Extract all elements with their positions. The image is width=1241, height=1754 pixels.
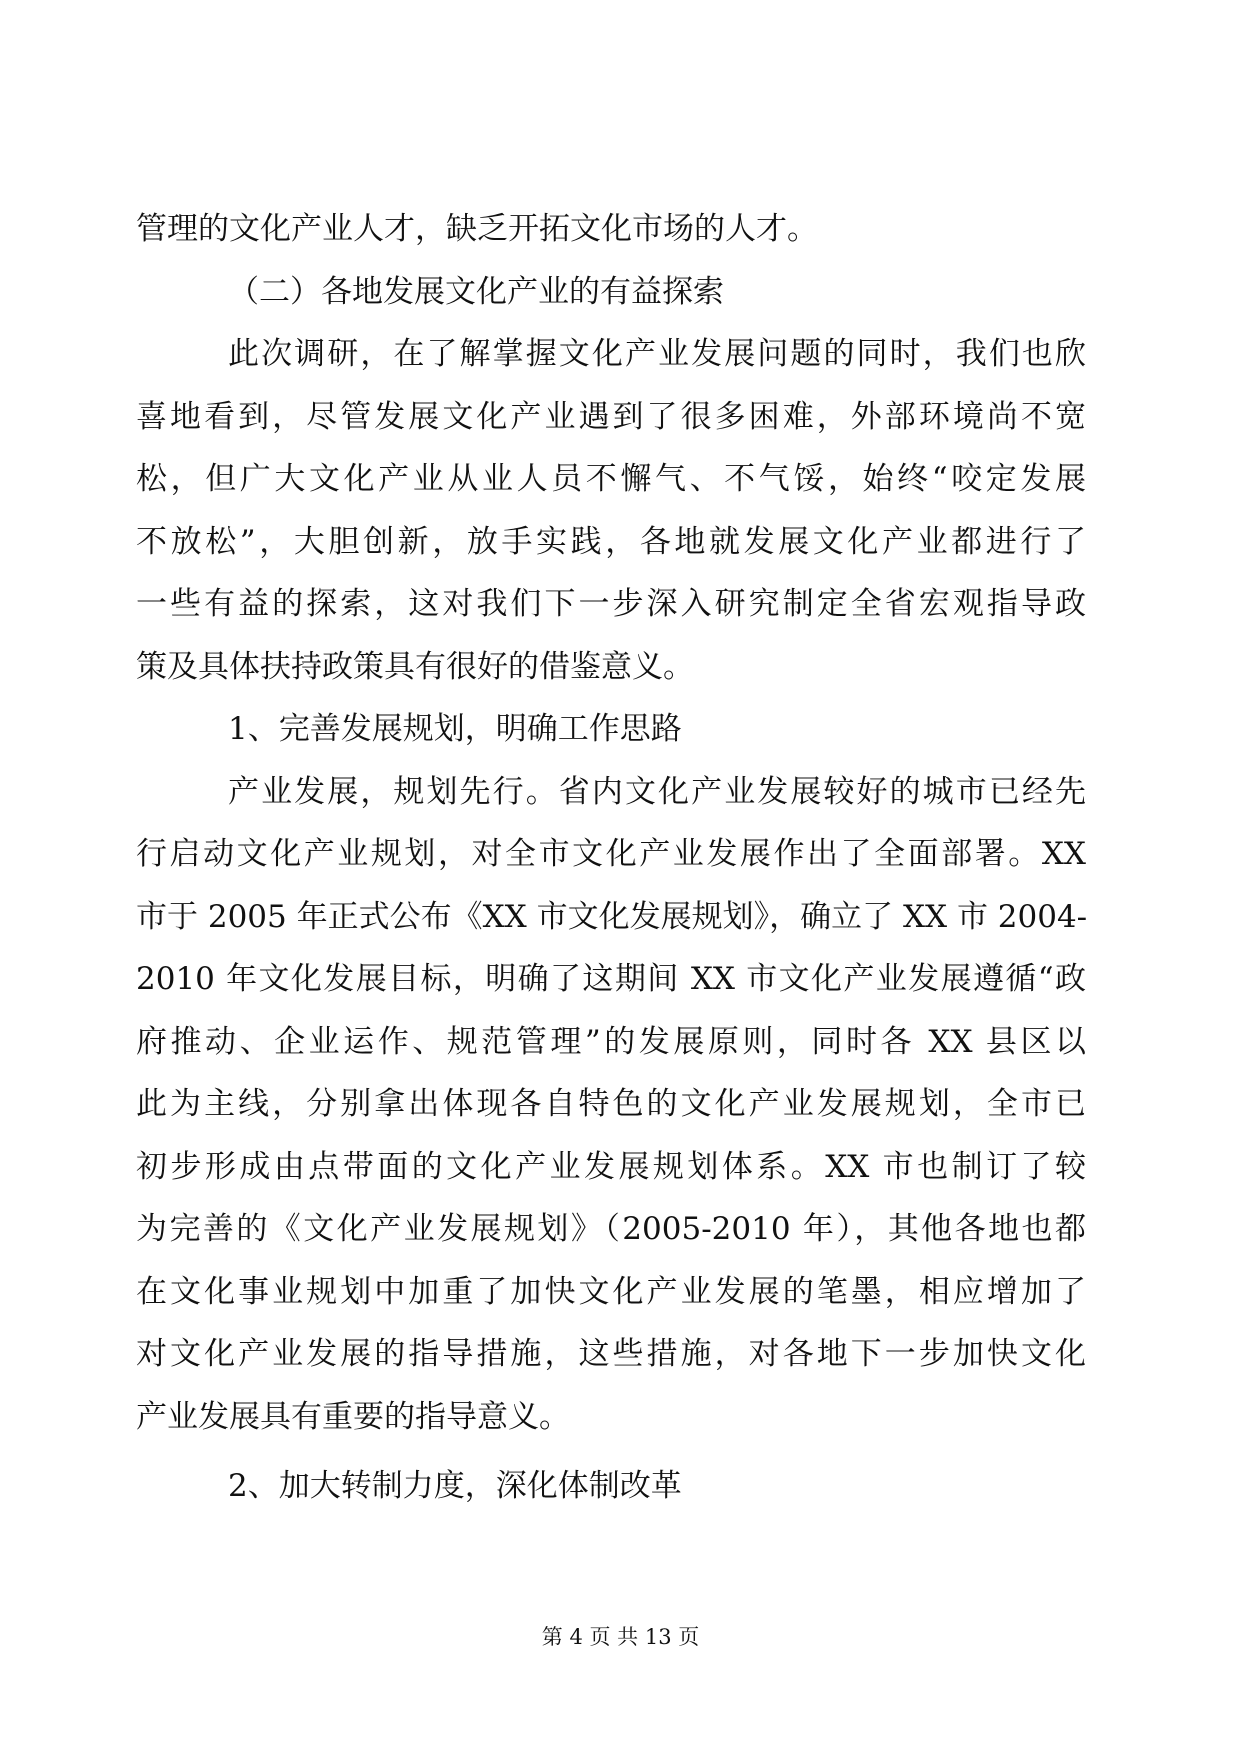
document-body — [136, 198, 1086, 1518]
paragraph-line: 一些有益的探索，这对我们下一步深入研究制定全省宏观指导政 — [136, 586, 1086, 622]
paragraph-line: 此次调研，在了解掌握文化产业发展问题的同时，我们也欣 — [228, 336, 1086, 372]
paragraph-line: 为完善的《文化产业发展规划》（2005-2010 年），其他各地也都 — [136, 1211, 1086, 1247]
paragraph-line: 松，但广大文化产业从业人员不懈气、不气馁，始终“咬定发展 — [136, 461, 1086, 497]
paragraph-line: 产业发展，规划先行。省内文化产业发展较好的城市已经先 — [228, 773, 1086, 810]
page-number-footer: 第 4 页 共 13 页 — [541, 1625, 700, 1649]
paragraph-line: 喜地看到，尽管发展文化产业遇到了很多困难，外部环境尚不宽 — [136, 398, 1086, 435]
subsection-heading: 1、完善发展规划，明确工作思路 — [228, 711, 682, 747]
paragraph-line: 2010 年文化发展目标，明确了这期间 XX 市文化产业发展遵循“政 — [136, 961, 1086, 997]
paragraph-line: 市于 2005 年正式公布《XX 市文化发展规划》，确立了 XX 市 2004- — [136, 898, 1088, 935]
paragraph-line: 府推动、企业运作、规范管理”的发展原则，同时各 XX 县区以 — [136, 1023, 1086, 1060]
paragraph-line: 在文化事业规划中加重了加快文化产业发展的笔墨，相应增加了 — [136, 1273, 1086, 1310]
section-heading: （二）各地发展文化产业的有益探索 — [228, 273, 724, 310]
paragraph-line: 产业发展具有重要的指导意义。 — [136, 1398, 570, 1435]
subsection-heading: 2、加大转制力度，深化体制改革 — [228, 1468, 682, 1504]
paragraph-line: 初步形成由点带面的文化产业发展规划体系。XX 市也制订了较 — [136, 1148, 1086, 1185]
paragraph-line: 管理的文化产业人才，缺乏开拓文化市场的人才。 — [136, 211, 818, 247]
paragraph-line: 对文化产业发展的指导措施，这些措施，对各地下一步加快文化 — [136, 1336, 1086, 1372]
paragraph-line: 此为主线，分别拿出体现各自特色的文化产业发展规划，全市已 — [136, 1086, 1086, 1122]
paragraph-line: 策及具体扶持政策具有很好的借鉴意义。 — [136, 648, 694, 685]
paragraph-line: 行启动文化产业规划，对全市文化产业发展作出了全面部署。XX — [136, 836, 1086, 872]
paragraph-line: 不放松”，大胆创新，放手实践，各地就发展文化产业都进行了 — [136, 523, 1086, 560]
